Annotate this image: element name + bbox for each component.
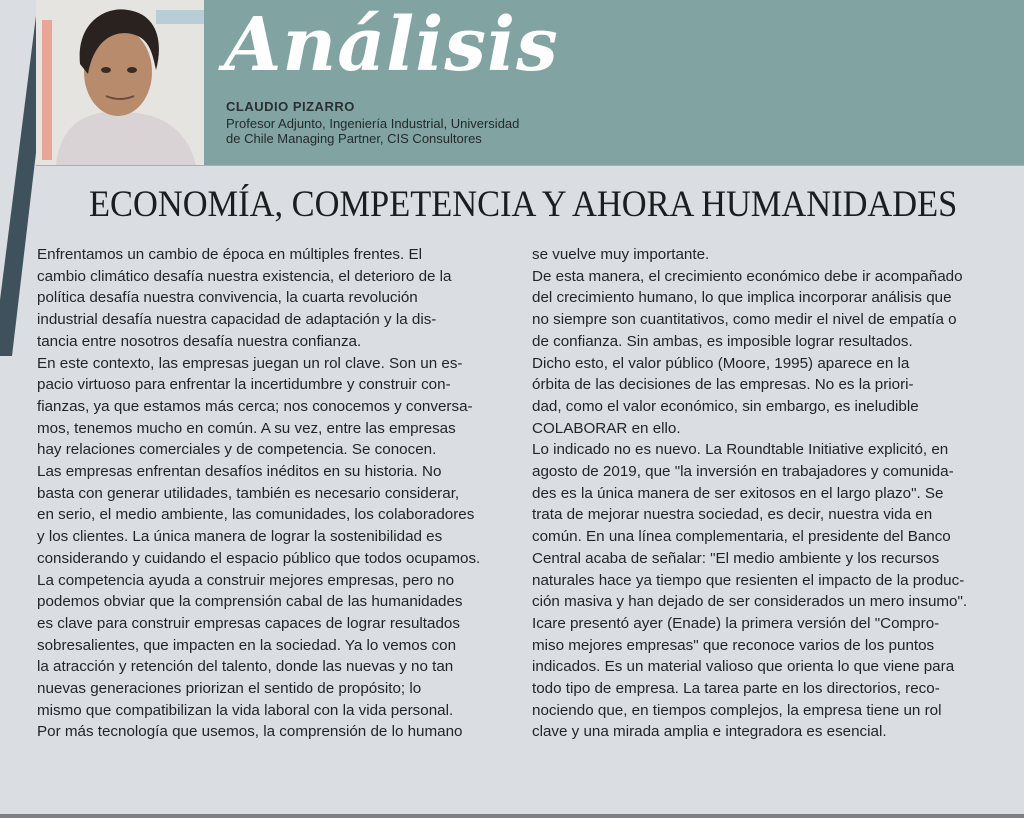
text-line: agosto de 2019, que "la inversión en trabajadores y comunida- [532, 463, 954, 481]
text-line: es clave para construir empresas capaces de lograr resultados [37, 614, 460, 632]
author-portrait-icon [36, 0, 204, 165]
text-line: Las empresas enfrentan desafíos inéditos en su historia. No [37, 463, 442, 481]
text-line: En este contexto, las empresas juegan un rol clave. Son un es- [37, 354, 463, 372]
author-bio [226, 116, 566, 146]
text-line: mismo que compatibilizan la vida laboral con la vida personal. [37, 701, 454, 719]
text-line: hay relaciones comerciales y de competencia. Se conocen. [37, 441, 437, 459]
text-line: en serio, el medio ambiente, las comunidades, los colaboradores [37, 506, 475, 524]
author-name: CLAUDIO PIZARRO [226, 99, 355, 114]
text-line: pacio virtuoso para enfrentar la incertidumbre y construir con- [37, 376, 451, 394]
text-line: Icare presentó ayer (Enade) la primera versión del "Compro- [532, 614, 940, 632]
author-bio-line: Profesor Adjunto, Ingeniería Industrial, Universidad [226, 116, 520, 131]
text-line: sobresalientes, que impacten en la sociedad. Ya lo vemos con [37, 636, 457, 654]
text-line: des es la única manera de ser exitosos en el largo plazo". Se [532, 484, 944, 502]
text-line: COLABORAR en ello. [532, 419, 681, 437]
section-title: Análisis [224, 2, 559, 88]
text-line: Enfrentamos un cambio de época en múltiples frentes. El [37, 246, 422, 263]
text-line: industrial desafía nuestra capacidad de adaptación y la dis- [37, 311, 437, 329]
text-line: De esta manera, el crecimiento económico debe ir acompañado [532, 267, 963, 285]
text-line: podemos obviar que la comprensión cabal de las humanidades [37, 593, 463, 611]
text-line: no siempre son cuantitativos, como medir el nivel de empatía o [532, 311, 957, 329]
text-line: del crecimiento humano, lo que implica incorporar análisis que [532, 289, 952, 307]
page-bottom-rule [0, 814, 1024, 818]
text-line: y los clientes. La única manera de lograr la sostenibilidad es [37, 528, 443, 546]
text-line: indicados. Es un material valioso que orienta lo que viene para [532, 658, 955, 676]
author-photo [36, 0, 204, 165]
text-line: de confianza. Sin ambas, es imposible lograr resultados. [532, 332, 913, 350]
text-line: tancia entre nosotros desafía nuestra confianza. [37, 332, 362, 350]
article-column-left [37, 244, 517, 743]
text-line: la atracción y retención del talento, donde las nuevas y no tan [37, 658, 454, 676]
author-bio-line: de Chile Managing Partner, CIS Consultores [226, 131, 482, 146]
text-line: Por más tecnología que usemos, la comprensión de lo humano [37, 723, 463, 741]
text-line: La competencia ayuda a construir mejores empresas, pero no [37, 571, 455, 589]
text-line: nuevas generaciones priorizan el sentido de propósito; lo [37, 680, 422, 698]
article-headline: ECONOMÍA, COMPETENCIA Y AHORA HUMANIDADES [89, 184, 958, 225]
text-line: clave y una mirada amplia e integradora es esencial. [532, 723, 887, 741]
text-line: todo tipo de empresa. La tarea parte en los directorios, reco- [532, 680, 940, 698]
text-line: Lo indicado no es nuevo. La Roundtable Initiative explicitó, en [532, 441, 949, 459]
text-line: basta con generar utilidades, también es necesario considerar, [37, 484, 460, 502]
text-line: se vuelve muy importante. [532, 246, 710, 263]
banner-divider [36, 165, 1024, 166]
text-line: Dicho esto, el valor público (Moore, 1995) aparece en la [532, 354, 910, 372]
article-column-right [532, 244, 1012, 743]
text-line: ción masiva y han dejado de ser considerados un mero insumo". [532, 593, 968, 611]
text-line: fianzas, ya que estamos más cerca; nos conocemos y conversa- [37, 397, 473, 415]
text-line: naturales hace ya tiempo que resienten el impacto de la produc- [532, 571, 965, 589]
text-line: cambio climático desafía nuestra existencia, el deterioro de la [37, 267, 452, 285]
text-line: trata de mejorar nuestra sociedad, es decir, nuestra vida en [532, 506, 933, 524]
text-line: mos, tenemos mucho en común. A su vez, entre las empresas [37, 419, 456, 437]
text-line: miso mejores empresas" que reconoce varios de los puntos [532, 636, 935, 654]
text-line: nociendo que, en tiempos complejos, la empresa tiene un rol [532, 701, 942, 719]
text-line: Central acaba de señalar: "El medio ambiente y los recursos [532, 549, 940, 567]
text-line: órbita de las decisiones de las empresas. No es la priori- [532, 376, 914, 394]
text-line: política desafía nuestra convivencia, la cuarta revolución [37, 289, 418, 307]
text-line: dad, como el valor económico, sin embargo, es ineludible [532, 397, 919, 415]
text-line: considerando y cuidando el espacio público que todos ocupamos. [37, 549, 481, 567]
text-line: común. En una línea complementaria, el presidente del Banco [532, 528, 951, 546]
